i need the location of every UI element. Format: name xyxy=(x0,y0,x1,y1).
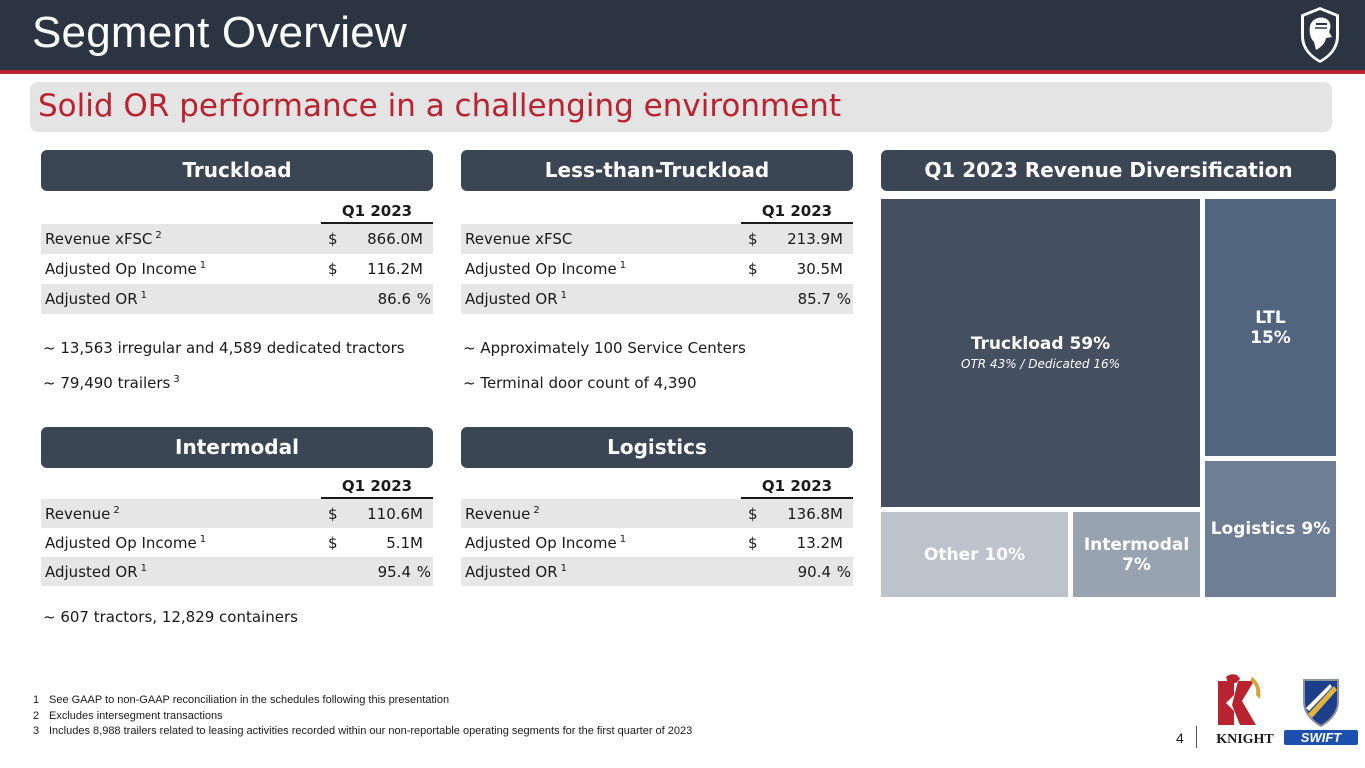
subtitle-text: Solid OR performance in a challenging environment xyxy=(38,88,842,124)
knight-logo-text: KNIGHT xyxy=(1216,732,1274,747)
row-value: 95.4 xyxy=(377,563,411,581)
logistics-table xyxy=(461,474,853,586)
table-row xyxy=(461,528,853,557)
footnote-ref: 1 xyxy=(199,534,207,545)
footnote: 3 Includes 8,988 trailers related to leasing activities recorded within our non-reportable operating segments for the first quarter of 2023 xyxy=(33,725,693,737)
row-value: 116.2M xyxy=(367,260,423,278)
truckload-note: ~ 79,490 trailers $^3$ xyxy=(43,374,180,392)
row-label: Adjusted OR xyxy=(465,563,558,581)
row-label: Adjusted Op Income xyxy=(465,260,617,278)
table-row xyxy=(41,528,433,557)
table-row xyxy=(461,499,853,528)
row-label: Revenue xyxy=(45,505,111,523)
period-header: Q1 2023 xyxy=(741,199,853,224)
truckload-note: ~ 13,563 irregular and 4,589 dedicated tractors xyxy=(43,339,405,357)
table-row xyxy=(461,284,853,314)
table-row xyxy=(41,224,433,254)
footnote-ref: 1 xyxy=(140,290,148,301)
currency-symbol: $ xyxy=(748,534,758,552)
ltl-note: ~ Approximately 100 Service Centers xyxy=(463,339,746,357)
period-header: Q1 2023 xyxy=(741,474,853,499)
page-title: Segment Overview xyxy=(32,8,407,57)
row-label: Adjusted Op Income xyxy=(465,534,617,552)
row-value: 85.7 xyxy=(797,290,831,308)
treemap-label: Logistics 9% xyxy=(1210,519,1331,539)
title-bar-accent-line xyxy=(0,70,1365,74)
truckload-table xyxy=(41,199,433,314)
intermodal-note: ~ 607 tractors, 12,829 containers xyxy=(43,608,298,626)
period-header: Q1 2023 xyxy=(321,474,433,499)
treemap-intermodal xyxy=(1073,512,1200,597)
ltl-note: ~ Terminal door count of 4,390 xyxy=(463,374,697,392)
footnote-ref: 3 xyxy=(173,374,180,385)
row-value: 30.5M xyxy=(796,260,843,278)
footnote-ref: 1 xyxy=(560,290,568,301)
row-value: 136.8M xyxy=(787,505,843,523)
footnote-ref: 1 xyxy=(199,260,207,271)
treemap-label: Other 10% xyxy=(923,544,1026,565)
footnote-ref: 2 xyxy=(533,505,540,516)
row-label: Adjusted Op Income xyxy=(45,260,197,278)
truckload-header: Truckload xyxy=(41,150,433,191)
table-row xyxy=(41,284,433,314)
currency-symbol: $ xyxy=(328,230,338,248)
footnote-ref: 1 xyxy=(619,260,627,271)
table-row xyxy=(461,224,853,254)
period-header: Q1 2023 xyxy=(321,199,433,224)
row-label: Revenue xFSC xyxy=(465,230,573,248)
page-divider xyxy=(1196,726,1197,748)
knight-logo xyxy=(1212,673,1278,747)
row-label: Adjusted OR xyxy=(465,290,558,308)
row-label: Adjusted OR xyxy=(45,563,138,581)
ltl-header: Less-than-Truckload xyxy=(461,150,853,191)
row-value: 110.6M xyxy=(367,505,423,523)
footnote-ref: 2 xyxy=(155,230,162,241)
currency-symbol: $ xyxy=(328,505,338,523)
row-value: 866.0M xyxy=(367,230,423,248)
footnote-ref: 1 xyxy=(140,563,148,574)
row-label: Adjusted OR xyxy=(45,290,138,308)
footnote: 1 See GAAP to non-GAAP reconciliation in the schedules following this presentation xyxy=(33,694,450,706)
treemap-sublabel: OTR 43% / Dedicated 16% xyxy=(961,357,1120,371)
footnote-ref: 1 xyxy=(619,534,627,545)
treemap-label: Truckload 59% xyxy=(970,334,1111,354)
logistics-header: Logistics xyxy=(461,427,853,468)
percent-unit: % xyxy=(416,563,431,581)
table-row xyxy=(41,499,433,528)
intermodal-header: Intermodal xyxy=(41,427,433,468)
percent-unit: % xyxy=(416,290,431,308)
treemap-ltl xyxy=(1205,199,1336,456)
row-value: 86.6 xyxy=(377,290,411,308)
intermodal-table xyxy=(41,474,433,586)
table-row xyxy=(461,557,853,586)
treemap-other xyxy=(881,512,1068,597)
row-value: 90.4 xyxy=(797,563,831,581)
row-label: Revenue xyxy=(465,505,531,523)
subtitle-banner xyxy=(30,82,1332,132)
footnotes xyxy=(33,693,692,740)
row-value: 213.9M xyxy=(787,230,843,248)
swift-logo xyxy=(1282,676,1360,746)
treemap-label-line2: 7% xyxy=(1122,554,1151,575)
percent-unit: % xyxy=(836,563,851,581)
row-label: Adjusted Op Income xyxy=(45,534,197,552)
percent-unit: % xyxy=(836,290,851,308)
footnote: 2 Excludes intersegment transactions xyxy=(33,709,223,722)
table-row xyxy=(461,254,853,284)
treemap-label: Intermodal xyxy=(1083,534,1190,555)
diversification-header: Q1 2023 Revenue Diversification xyxy=(881,150,1336,191)
currency-symbol: $ xyxy=(328,260,338,278)
row-value: 13.2M xyxy=(796,534,843,552)
currency-symbol: $ xyxy=(748,505,758,523)
row-value: 5.1M xyxy=(386,534,423,552)
table-row xyxy=(41,557,433,586)
currency-symbol: $ xyxy=(328,534,338,552)
footnote-ref: 2 xyxy=(113,505,120,516)
currency-symbol: $ xyxy=(748,230,758,248)
ltl-table xyxy=(461,199,853,314)
footnote-ref: 1 xyxy=(560,563,568,574)
row-label: Revenue xFSC xyxy=(45,230,153,248)
page-number: 4 xyxy=(1176,730,1184,746)
treemap-label-line2: 15% xyxy=(1250,327,1291,348)
currency-symbol: $ xyxy=(748,260,758,278)
treemap-logistics xyxy=(1205,461,1336,597)
table-row xyxy=(41,254,433,284)
knight-crest-logo xyxy=(1296,4,1344,66)
treemap-label: LTL xyxy=(1255,307,1286,328)
swift-logo-text: SWIFT xyxy=(1300,730,1342,745)
treemap-truckload xyxy=(881,199,1200,507)
